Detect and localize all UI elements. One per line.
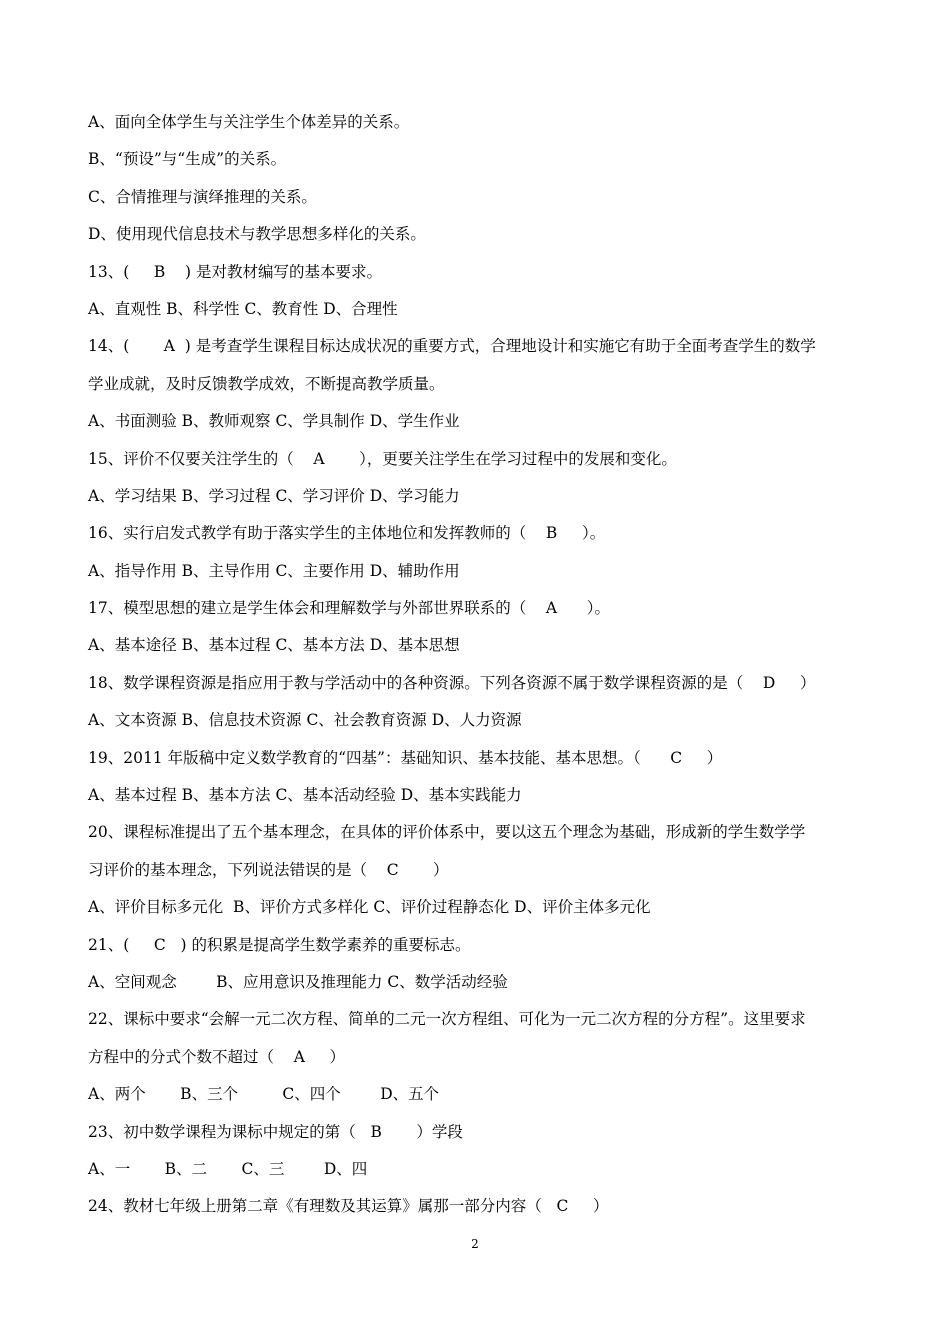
options-23: A、一 B、二 C、三 D、四 (88, 1159, 368, 1178)
question-16: 16、实行启发式教学有助于落实学生的主体地位和发挥教师的（ B ）。 (88, 524, 606, 543)
question-22-line-2: 方程中的分式个数不超过（ A ） (88, 1047, 346, 1066)
options-14: A、书面测验 B、教师观察 C、学具制作 D、学生作业 (88, 412, 460, 431)
question-18: 18、数学课程资源是指应用于教与学活动中的各种资源。下列各资源不属于数学课程资源的是（ D ） (88, 673, 816, 692)
question-20-line-2: 习评价的基本理念，下列说法错误的是（ C ） (88, 860, 449, 879)
text-line-2: B、“预设”与“生成”的关系。 (88, 150, 287, 169)
options-16: A、指导作用 B、主导作用 C、主要作用 D、辅助作用 (88, 561, 460, 580)
question-15: 15、评价不仅要关注学生的（ A ），更要关注学生在学习过程中的发展和变化。 (88, 449, 677, 468)
options-21: A、空间观念 B、应用意识及推理能力 C、数学活动经验 (88, 972, 508, 991)
question-23: 23、初中数学课程为课标中规定的第（ B ）学段 (88, 1122, 463, 1141)
question-17: 17、模型思想的建立是学生体会和理解数学与外部世界联系的（ A ）。 (88, 599, 610, 618)
text-line-3: C、合情推理与演绎推理的关系。 (88, 187, 317, 206)
question-14-line-1: 14、( A ) 是考查学生课程目标达成状况的重要方式，合理地设计和实施它有助于全面考查学生的数学 (88, 337, 816, 356)
text-line-4: D、使用现代信息技术与教学思想多样化的关系。 (88, 225, 426, 244)
question-13: 13、( B ) 是对教材编写的基本要求。 (88, 262, 382, 281)
options-17: A、基本途径 B、基本过程 C、基本方法 D、基本思想 (88, 636, 460, 655)
question-21: 21、( C ) 的积累是提高学生数学素养的重要标志。 (88, 935, 471, 954)
options-15: A、学习结果 B、学习过程 C、学习评价 D、学习能力 (88, 486, 460, 505)
question-14-line-2: 学业成就，及时反馈教学成效，不断提高教学质量。 (88, 374, 445, 393)
question-19: 19、2011 年版稿中定义数学教育的“四基”：基础知识、基本技能、基本思想。（ C ） (88, 748, 723, 767)
options-13: A、直观性 B、科学性 C、教育性 D、合理性 (88, 299, 398, 318)
options-20: A、评价目标多元化 B、评价方式多样化 C、评价过程静态化 D、评价主体多元化 (88, 898, 651, 917)
page-number: 2 (471, 1237, 479, 1251)
document-body (88, 104, 878, 1226)
question-20-line-1: 20、课程标准提出了五个基本理念，在具体的评价体系中，要以这五个理念为基础，形成新的学生数学学 (88, 823, 806, 842)
options-19: A、基本过程 B、基本方法 C、基本活动经验 D、基本实践能力 (88, 786, 522, 805)
question-22-line-1: 22、课标中要求“会解一元二次方程、简单的二元一次方程组、可化为一元二次方程的分方程”。这里要求 (88, 1010, 806, 1029)
question-24: 24、教材七年级上册第二章《有理数及其运算》属那一部分内容（ C ） (88, 1197, 609, 1216)
options-18: A、文本资源 B、信息技术资源 C、社会教育资源 D、人力资源 (88, 711, 522, 730)
text-line-1: A、面向全体学生与关注学生个体差异的关系。 (88, 113, 410, 131)
options-22: A、两个 B、三个 C、四个 D、五个 (88, 1085, 440, 1104)
